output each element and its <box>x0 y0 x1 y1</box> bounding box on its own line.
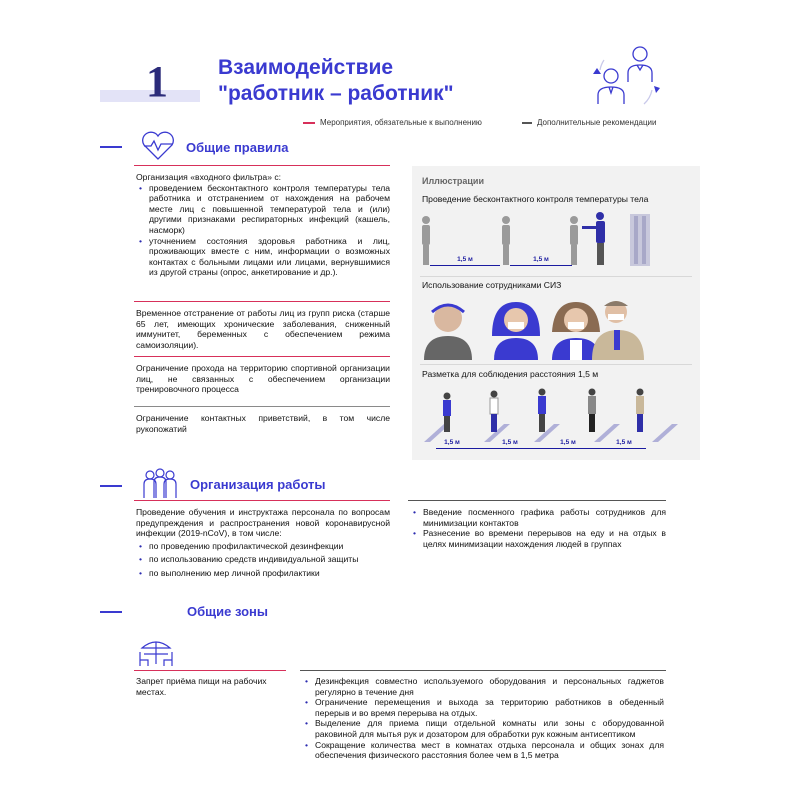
section-marker <box>100 611 122 613</box>
heart-pulse-icon <box>140 131 176 161</box>
training-block <box>136 507 390 579</box>
training-intro: Проведение обучения и инструктажа персонала по вопросам предупреждения и распространения новой коронавирусной инфекции (2019-nCoV), в том числе: <box>136 507 390 539</box>
distance-label: 1,5 м <box>533 256 549 263</box>
distance-label: 1,5 м <box>502 439 518 446</box>
list-item: • уточнением состояния здоровья работника и лиц, проживающих вместе с ним, информации о возможных контактах с больными лицами или лицами, вернувшимися из другой страны (опрос, анкетирование и др.). <box>136 236 390 278</box>
divider <box>134 406 390 407</box>
divider <box>134 301 390 302</box>
access-restriction-text: Ограничение прохода на территорию спортивной организации лиц, не связанных с обеспечением организации тренировочного процесса <box>136 363 390 395</box>
dining-table-icon <box>136 638 176 670</box>
common-zones-title: Общие зоны <box>187 604 268 619</box>
section-marker <box>100 485 122 487</box>
page-title <box>218 55 454 107</box>
illustration-caption-distance: Разметка для соблюдения расстояния 1,5 м <box>422 369 599 379</box>
divider <box>134 670 286 671</box>
zones-list <box>302 676 664 761</box>
list-item: • проведением бесконтактного контроля температуры тела работника и отстранением от нахождения на рабочем месте лиц с повышенной температурой тела и (или) другими признаками респираторных инфекций (кашель, насморк) <box>136 183 390 236</box>
divider <box>134 165 390 166</box>
section-number: 1 <box>146 57 168 106</box>
legend-additional-line <box>522 122 532 124</box>
ppe-illustration <box>420 290 650 360</box>
divider <box>300 670 666 671</box>
filter-block <box>136 172 390 278</box>
list-item: • Дезинфекция совместно используемого оборудования и персональных гаджетов регулярно в течение дня <box>302 676 664 697</box>
distance-arrow <box>430 265 500 266</box>
filter-intro: Организация «входного фильтра» с: <box>136 172 282 182</box>
divider <box>408 500 666 501</box>
list-item: • Ограничение перемещения и выхода за территорию работников в обеденный перерыв и во время перерыва на отдых. <box>302 697 664 718</box>
list-item: • Выделение для приема пищи отдельной комнаты или зоны с оборудованной раковиной для мытья рук и дозатором для обработки рук кожным антисептиком <box>302 718 664 739</box>
shift-list <box>410 507 666 549</box>
divider <box>134 356 390 357</box>
legend-additional: Дополнительные рекомендации <box>537 118 657 127</box>
list-item: • по использованию средств индивидуальной защиты <box>136 554 390 565</box>
divider <box>420 276 692 277</box>
work-organization-title: Организация работы <box>190 477 326 492</box>
zones-block <box>302 676 664 761</box>
greetings-text: Ограничение контактных приветствий, в том числе рукопожатий <box>136 413 390 434</box>
list-item: • по проведению профилактической дезинфекции <box>136 541 390 552</box>
general-rules-title: Общие правила <box>186 140 289 155</box>
divider <box>134 500 390 501</box>
distance-arrow <box>510 265 572 266</box>
list-item: • Введение посменного графика работы сотрудников для минимизации контактов <box>410 507 666 528</box>
distance-label: 1,5 м <box>560 439 576 446</box>
risk-group-text: Временное отстранение от работы лиц из групп риска (старше 65 лет, имеющих хронические заболевания, сниженный иммунитет, беременных с обеспечением режима самоизоляции). <box>136 308 390 350</box>
list-item: • по выполнению мер личной профилактики <box>136 568 390 579</box>
distance-markup-illustration <box>414 384 694 444</box>
divider <box>420 364 692 365</box>
training-list <box>136 541 390 579</box>
illustrations-title: Иллюстрации <box>422 176 484 186</box>
workers-icon <box>588 40 668 116</box>
list-item: • Сокращение количества мест в комнатах отдыха персонала и общих зонах для обеспечения физического расстояния более чем в 1,5 метра <box>302 740 664 761</box>
illustration-caption-ppe: Использование сотрудниками СИЗ <box>422 280 562 290</box>
page-title-line2: "работник – работник" <box>218 82 454 105</box>
distance-arrow <box>436 448 646 449</box>
section-marker <box>100 146 122 148</box>
legend-mandatory: Мероприятия, обязательные к выполнению <box>320 118 482 127</box>
distance-label: 1,5 м <box>444 439 460 446</box>
list-item: • Разнесение во времени перерывов на еду и на отдых в целях минимизации нахождения людей в группах <box>410 528 666 549</box>
distance-label: 1,5 м <box>457 256 473 263</box>
page-title-line1: Взаимодействие <box>218 56 394 79</box>
illustration-caption-temperature: Проведение бесконтактного контроля температуры тела <box>422 194 649 204</box>
shift-block <box>410 507 666 549</box>
team-icon <box>140 468 180 500</box>
distance-label: 1,5 м <box>616 439 632 446</box>
no-eating-text: Запрет приёма пищи на рабочих местах. <box>136 676 267 697</box>
filter-list <box>136 183 390 278</box>
legend-mandatory-line <box>303 122 315 124</box>
